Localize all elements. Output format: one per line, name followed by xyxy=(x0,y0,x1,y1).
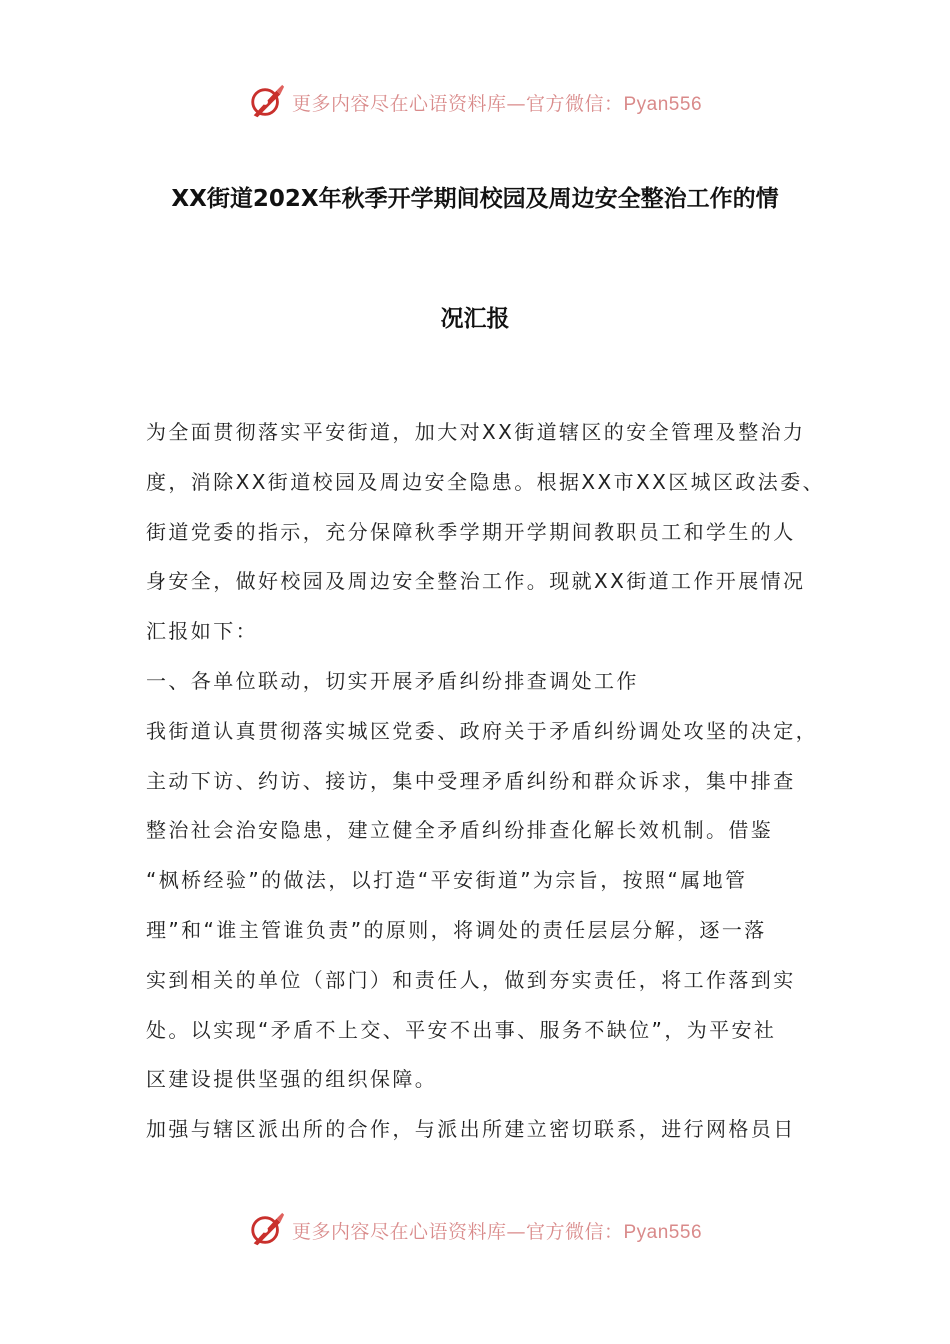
body-line: 理”和“谁主管谁负责”的原则，将调处的责任层层分解，逐一落 xyxy=(146,917,767,942)
body-line: 度，消除XX街道校园及周边安全隐患。根据XX市XX区城区政法委、 xyxy=(146,469,826,494)
section-heading: 一、各单位联动，切实开展矛盾纠纷排查调处工作 xyxy=(146,668,639,693)
body-line: 街道党委的指示，充分保障秋季学期开学期间教职员工和学生的人 xyxy=(146,519,796,544)
body-line: 加强与辖区派出所的合作，与派出所建立密切联系，进行网格员日 xyxy=(146,1117,796,1142)
quill-logo-icon xyxy=(248,83,286,121)
body-line: 主动下访、约访、接访，集中受理矛盾纠纷和群众诉求，集中排查 xyxy=(146,768,796,793)
watermark-label: 更多内容尽在心语资料库—官方微信： xyxy=(291,92,624,115)
body-line: 为全面贯彻落实平安街道，加大对XX街道辖区的安全管理及整治力 xyxy=(146,420,806,444)
watermark-text xyxy=(292,89,702,116)
watermark-content xyxy=(248,1211,702,1249)
body-line: “枫桥经验”的做法，以打造“平安街道”为宗旨，按照“属地管 xyxy=(146,868,748,893)
watermark-banner-top xyxy=(0,80,950,124)
watermark-wechat-id: Pyan556 xyxy=(623,1221,703,1243)
watermark-label: 更多内容尽在心语资料库—官方微信： xyxy=(291,1220,624,1243)
quill-logo-icon xyxy=(248,1211,286,1249)
watermark-text xyxy=(292,1217,702,1244)
watermark-banner-bottom xyxy=(0,1208,950,1252)
watermark-content xyxy=(248,83,702,121)
body-line: 区建设提供坚强的组织保障。 xyxy=(146,1067,438,1092)
body-line: 我街道认真贯彻落实城区党委、政府关于矛盾纠纷调处攻坚的决定， xyxy=(146,718,818,743)
document-body xyxy=(146,414,826,1161)
watermark-wechat-id: Pyan556 xyxy=(623,93,703,115)
body-line: 处。以实现“矛盾不上交、平安不出事、服务不缺位”，为平安社 xyxy=(146,1017,777,1042)
document-title-line-1: XX街道202X年秋季开学期间校园及周边安全整治工作的情 xyxy=(171,186,779,212)
body-line: 实到相关的单位（部门）和责任人，做到夯实责任，将工作落到实 xyxy=(146,967,796,992)
body-line: 汇报如下： xyxy=(146,619,258,644)
body-line: 身安全，做好校园及周边安全整治工作。现就XX街道工作开展情况 xyxy=(146,569,806,594)
document-title-line-2: 况汇报 xyxy=(440,306,510,332)
body-line: 整治社会治安隐患，建立健全矛盾纠纷排查化解长效机制。借鉴 xyxy=(146,818,774,843)
